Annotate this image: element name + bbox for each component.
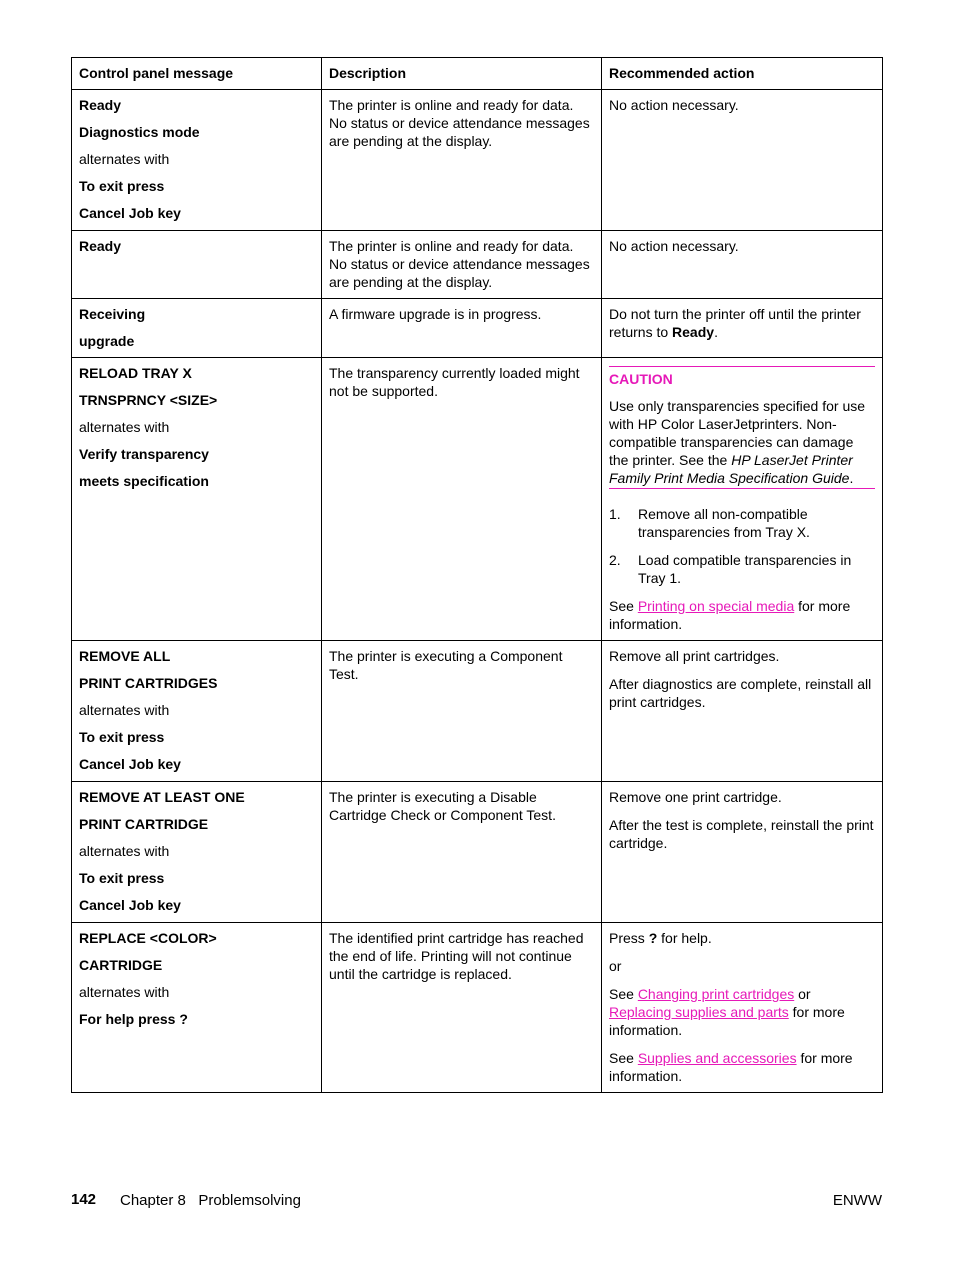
message-line: alternates with (79, 419, 170, 435)
page-number: 142 (71, 1191, 97, 1208)
step-number: 2. (609, 552, 621, 568)
message-cell (72, 231, 322, 299)
action-cell (602, 782, 883, 923)
message-line: Diagnostics mode (79, 124, 200, 140)
description-cell: A firmware upgrade is in progress. (322, 299, 602, 358)
or-text: or (609, 958, 622, 974)
message-line: meets specification (79, 473, 209, 489)
see-text: See (609, 598, 638, 614)
see-text: for more information. (609, 1050, 853, 1084)
message-line: RELOAD TRAY X (79, 365, 192, 381)
replacing-supplies-and-parts-link[interactable]: Replacing supplies and parts (609, 1004, 789, 1020)
message-line: To exit press (79, 178, 165, 194)
message-line: alternates with (79, 151, 170, 167)
press-text: Press (609, 930, 649, 946)
step-number: 1. (609, 506, 621, 522)
message-line: CARTRIDGE (79, 957, 163, 973)
see-text: See (609, 986, 638, 1002)
press-help-text (609, 929, 875, 947)
caution-box (609, 366, 875, 489)
message-line: Ready (79, 97, 122, 113)
message-line: REMOVE AT LEAST ONE (79, 789, 245, 805)
table-row (72, 299, 883, 358)
see-also (609, 1049, 875, 1085)
help-key: ? (648, 930, 658, 946)
message-line: upgrade (79, 333, 135, 349)
table-row (72, 231, 883, 299)
step-text: Remove all non-compatible transparencies from Tray X. (638, 506, 810, 540)
action-cell (602, 358, 883, 641)
steps-list (609, 505, 875, 587)
message-cell (72, 90, 322, 231)
action-text: Do not turn the printer off until the printer returns to (609, 306, 861, 340)
control-panel-messages-table (71, 57, 883, 1093)
action-text: Remove one print cartridge. (609, 789, 782, 805)
table-row (72, 782, 883, 923)
message-line: Verify transparency (79, 446, 209, 462)
press-text: for help. (657, 930, 712, 946)
action-text: After diagnostics are complete, reinstall all print cartridges. (609, 676, 872, 710)
description-cell: The transparency currently loaded might not be supported. (322, 358, 602, 641)
see-text: for more information. (609, 598, 851, 632)
caution-text (609, 397, 875, 487)
description-cell: The printer is online and ready for data. No status or device attendance messages are pending at the display. (322, 90, 602, 231)
column-header: Control panel message (72, 58, 322, 90)
action-cell (602, 641, 883, 782)
message-line: TRNSPRNCY <SIZE> (79, 392, 218, 408)
message-line: For help press ? (79, 1011, 188, 1027)
message-line: alternates with (79, 702, 170, 718)
table-row (72, 641, 883, 782)
description-cell: The identified print cartridge has reached the end of life. Printing will not continue until the cartridge is replaced. (322, 923, 602, 1093)
message-line: PRINT CARTRIDGES (79, 675, 218, 691)
message-cell (72, 923, 322, 1093)
caution-title: CAUTION (609, 371, 673, 387)
action-cell (602, 923, 883, 1093)
footer-right-label: ENWW (832, 1192, 882, 1209)
action-cell (602, 299, 883, 358)
supplies-and-accessories-link[interactable]: Supplies and accessories (637, 1050, 797, 1066)
list-item (609, 551, 875, 587)
message-line: alternates with (79, 984, 170, 1000)
table-row (72, 358, 883, 641)
message-line: To exit press (79, 729, 165, 745)
action-text: . (714, 324, 718, 340)
table-header-row (72, 58, 883, 90)
message-line: Ready (79, 238, 122, 254)
message-line: To exit press (79, 870, 165, 886)
printing-on-special-media-link[interactable]: Printing on special media (637, 598, 795, 614)
description-cell: The printer is executing a Disable Cartridge Check or Component Test. (322, 782, 602, 923)
message-line: Receiving (79, 306, 146, 322)
step-text: Load compatible transparencies in Tray 1. (638, 552, 852, 586)
see-text: See (609, 1050, 638, 1066)
message-line: PRINT CARTRIDGE (79, 816, 209, 832)
message-line: alternates with (79, 843, 170, 859)
action-bold-text: Ready (672, 324, 715, 340)
see-also (609, 985, 875, 1039)
changing-print-cartridges-link[interactable]: Changing print cartridges (637, 986, 795, 1002)
message-line: REPLACE <COLOR> (79, 930, 217, 946)
action-text: After the test is complete, reinstall the print cartridge. (609, 817, 874, 851)
see-text: or (794, 986, 811, 1002)
list-item (609, 505, 875, 541)
message-cell (72, 358, 322, 641)
column-header: Recommended action (602, 58, 883, 90)
chapter-title: Chapter 8 Problemsolving (120, 1192, 301, 1209)
message-line: Cancel Job key (79, 756, 181, 772)
description-cell: The printer is executing a Component Test. (322, 641, 602, 782)
see-text: for more information. (609, 1004, 845, 1038)
message-line: REMOVE ALL (79, 648, 171, 664)
see-also (609, 597, 875, 633)
column-header: Description (322, 58, 602, 90)
message-cell (72, 782, 322, 923)
caution-guide-title: HP LaserJet Printer Family Print Media Specification Guide (609, 452, 853, 486)
message-cell (72, 299, 322, 358)
table-row (72, 90, 883, 231)
caution-text-start: Use only transparencies specified for use with HP Color LaserJetprinters. Non-compatible transparencies can damage the printer. See the (609, 398, 866, 468)
message-cell (72, 641, 322, 782)
description-cell: The printer is online and ready for data. No status or device attendance messages are pending at the display. (322, 231, 602, 299)
table-row (72, 923, 883, 1093)
action-text: Remove all print cartridges. (609, 648, 780, 664)
action-cell: No action necessary. (602, 231, 883, 299)
caution-text-end: . (849, 470, 854, 486)
action-cell: No action necessary. (602, 90, 883, 231)
message-line: Cancel Job key (79, 897, 181, 913)
message-line: Cancel Job key (79, 205, 181, 221)
